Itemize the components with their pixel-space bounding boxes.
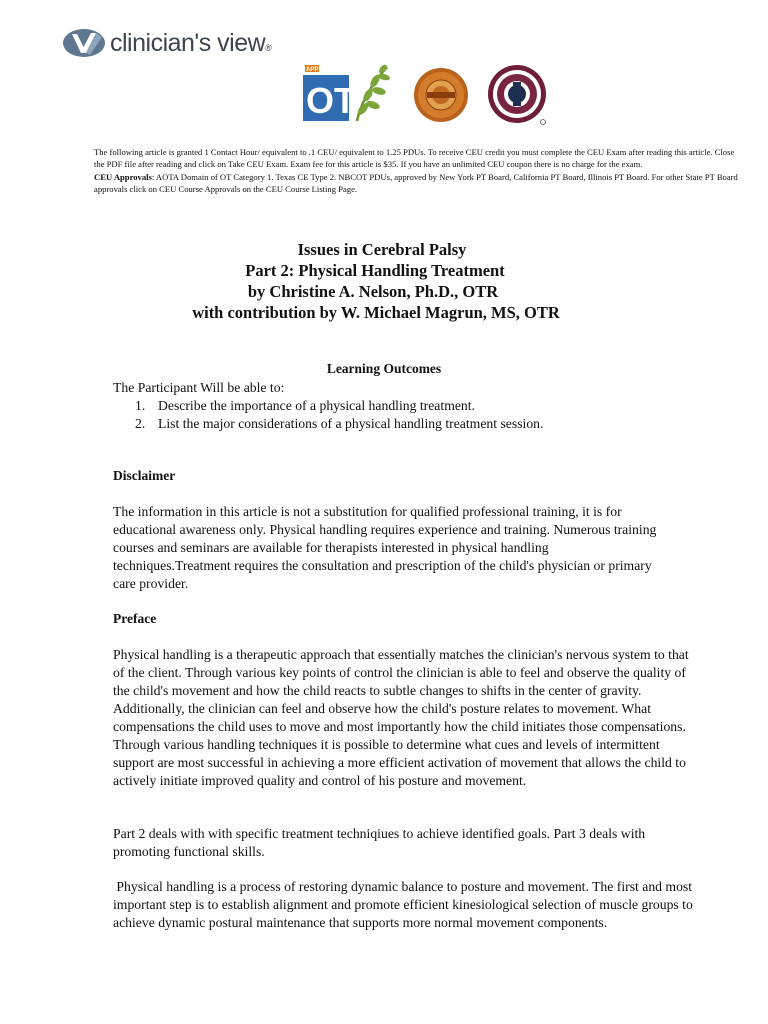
ceu-approvals — [94, 171, 744, 196]
aota-approved-provider-badge — [295, 61, 391, 129]
preface-text-2: Part 2 deals with with specific treatment techniqiues to achieve identified goals. Part 3 deals with promoting functional skills. — [113, 826, 646, 859]
clinicians-view-logo — [62, 27, 271, 59]
preface-paragraph-1 — [113, 646, 691, 790]
brand-name: clinician's view® — [110, 28, 272, 57]
learning-outcomes-list — [113, 397, 713, 433]
list-item — [113, 415, 713, 433]
title-line-1: Issues in Cerebral Palsy — [297, 240, 467, 259]
accreditation-badges — [295, 61, 547, 129]
preface-paragraph-3 — [113, 878, 708, 932]
disclaimer-heading: Disclaimer — [113, 468, 176, 483]
accredited-provider-seal-icon — [413, 67, 469, 123]
clinicians-view-logo-icon — [62, 27, 108, 59]
ceu-approvals-label: CEU Approvals — [94, 171, 152, 182]
preface-text-1: Physical handling is a therapeutic approach that essentially matches the clinician's nervous system to that of the client. Through various key points of control the clinician is able to feel and observe the quality of the child's movement and how the child reacts to subtle changes to shifts in the center of gravity. Additionally, the clinician can feel and observe how the child's posture relates to movement. What compensations the child uses to move and most importantly how the child initiates those compensations. Through various handling techniques it is possible to determine what cues and levels of intermittent support are most successful in achieving a more efficient activation of movement that allows the child to actively initiate improved quality and control of his posture and movement. — [113, 647, 689, 788]
title-line-4: with contribution by W. Michael Magrun, MS, OTR — [192, 303, 560, 322]
learning-outcomes — [113, 379, 713, 433]
learning-outcomes-heading: Learning Outcomes — [326, 361, 442, 376]
svg-text:APP: APP — [306, 67, 319, 73]
list-item-text: Describe the importance of a physical handling treatment. — [158, 398, 475, 413]
article-title — [0, 239, 768, 323]
title-line-3: by Christine A. Nelson, Ph.D., OTR — [247, 282, 499, 301]
preface-text-3: Physical handling is a process of restoring dynamic balance to posture and movement. The first and most important step is to establish alignment and promote efficient kinesiological selection of muscle groups to achieve dynamic postural maintenance that supports more normal movement components. — [113, 879, 697, 930]
list-item-number: 1. — [135, 398, 146, 413]
preface-paragraph-2 — [113, 825, 688, 861]
ceu-notice — [94, 146, 744, 196]
list-item — [113, 397, 713, 415]
svg-text:OT: OT — [306, 80, 356, 121]
disclaimer-body — [113, 503, 668, 593]
ceu-approvals-text: : AOTA Domain of OT Category 1. Texas CE Type 2. NBCOT PDUs, approved by New York PT Board, California PT Board, Illinois PT Board. For other State PT Board approvals click on CEU Course Approvals on the CEU Course Listing Page. — [94, 171, 738, 195]
learning-outcomes-intro: The Participant Will be able to: — [113, 380, 285, 395]
title-line-2: Part 2: Physical Handling Treatment — [245, 261, 505, 280]
preface-heading: Preface — [113, 611, 157, 626]
list-item-number: 2. — [135, 416, 146, 431]
disclaimer-text: The information in this article is not a substitution for qualified professional training, it is for educational awareness only. Physical handling requires experience and training. Numerous training courses and seminars are available for therapists interested in physical handling techniques.Treatment requires the consultation and prescription of the child's physician or primary care provider. — [113, 504, 657, 591]
ceu-notice-text: The following article is granted 1 Contact Hour/ equivalent to .1 CEU/ equivalent to 1.25 PDUs. To receive CEU credit you must complete the CEU Exam after reading this article. Close the PDF file after reading and click on Take CEU Exam. Exam fee for this article is $35. If you have an unlimited CEU coupon there is no charge for the exam. — [94, 147, 735, 170]
list-item-text: List the major considerations of a physical handling treatment session. — [158, 416, 544, 431]
nbcot-seal-icon — [487, 64, 547, 126]
